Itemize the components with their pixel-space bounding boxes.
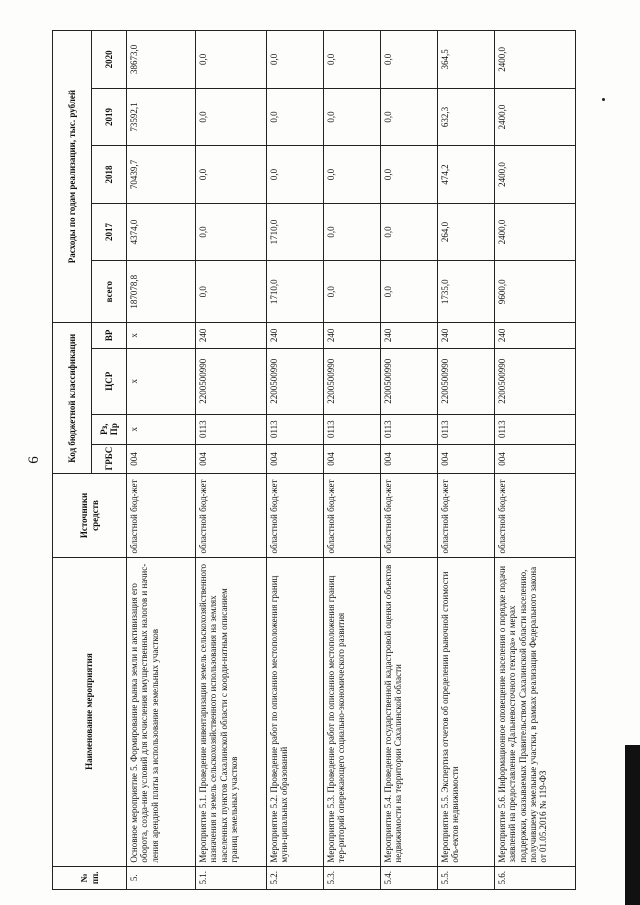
row-2017: 0,0 (196, 203, 267, 261)
row-csr: 2200500990 (438, 348, 495, 414)
row-2020: 0,0 (324, 31, 381, 89)
row-2019: 2400,0 (495, 88, 576, 146)
row-no: 5.3. (324, 866, 381, 889)
row-vr: 240 (267, 323, 324, 349)
table-row (381, 31, 438, 890)
row-rzpr: 0113 (267, 414, 324, 444)
row-2018: 474,2 (438, 146, 495, 204)
row-2017: 4374,0 (127, 203, 196, 261)
row-total: 1710,0 (267, 261, 324, 323)
col-2019-header: 2019 (92, 88, 127, 146)
row-vr: 240 (495, 323, 576, 349)
row-total: 1735,0 (438, 261, 495, 323)
row-2018: 0,0 (196, 146, 267, 204)
table-row (324, 31, 381, 890)
row-name: Мероприятие 5.1. Проведение инвентаризации земель сельскохозяйственного назначения и земель сельскохозяйственного использования на землях населенных пунктов Сахалинской области с коорди-натным описанием границ земельных участков (196, 557, 267, 866)
row-name: Мероприятие 5.2. Проведение работ по описанию местоположения границ муни-ципальных образований (267, 557, 324, 866)
row-rzpr: 0113 (196, 414, 267, 444)
row-grbs: 004 (438, 444, 495, 474)
page-number: 6 (26, 456, 42, 464)
row-csr: x (127, 348, 196, 414)
row-2020: 38673,0 (127, 31, 196, 89)
row-csr: 2200500990 (267, 348, 324, 414)
col-no-header: № пп. (53, 866, 127, 889)
table-row (196, 31, 267, 890)
row-csr: 2200500990 (495, 348, 576, 414)
row-2018: 0,0 (381, 146, 438, 204)
col-total-header: всего (92, 261, 127, 323)
row-rzpr: 0113 (438, 414, 495, 444)
row-no: 5.4. (381, 866, 438, 889)
row-2020: 2400,0 (495, 31, 576, 89)
row-2017: 0,0 (324, 203, 381, 261)
table-row (495, 31, 576, 890)
row-grbs: 004 (495, 444, 576, 474)
table-row (267, 31, 324, 890)
row-source: областной бюд-жет (324, 474, 381, 557)
col-vr-header: ВР (92, 323, 127, 349)
row-source: областной бюд-жет (127, 474, 196, 557)
table-header-row (53, 31, 92, 890)
row-vr: 240 (196, 323, 267, 349)
expenses-table (52, 30, 576, 890)
col-2018-header: 2018 (92, 146, 127, 204)
row-source: областной бюд-жет (381, 474, 438, 557)
row-name: Основное мероприятие 5. Формирование рынка земли и активизация его оборота, созда-ние условий для исчисления имущественных налогов и начис-ления арендной платы за использование земельных участков (127, 557, 196, 866)
row-total: 0,0 (196, 261, 267, 323)
row-csr: 2200500990 (381, 348, 438, 414)
row-total: 187078,8 (127, 261, 196, 323)
row-no: 5.6. (495, 866, 576, 889)
col-expenses-group-header: Расходы по годам реализации, тыс. рублей (53, 31, 92, 323)
row-2017: 1710,0 (267, 203, 324, 261)
row-no: 5. (127, 866, 196, 889)
row-2018: 2400,0 (495, 146, 576, 204)
col-name-header: Наименование мероприятия (53, 557, 127, 866)
row-grbs: 004 (196, 444, 267, 474)
col-csr-header: ЦСР (92, 348, 127, 414)
row-2018: 70439,7 (127, 146, 196, 204)
col-rzpr-header: Рз, Пр (92, 414, 127, 444)
row-2018: 0,0 (324, 146, 381, 204)
row-2017: 264,0 (438, 203, 495, 261)
row-source: областной бюд-жет (438, 474, 495, 557)
col-2020-header: 2020 (92, 31, 127, 89)
row-source: областной бюд-жет (267, 474, 324, 557)
row-rzpr: 0113 (495, 414, 576, 444)
row-no: 5.2. (267, 866, 324, 889)
row-grbs: 004 (127, 444, 196, 474)
row-2019: 0,0 (381, 88, 438, 146)
col-2017-header: 2017 (92, 203, 127, 261)
row-grbs: 004 (324, 444, 381, 474)
row-name: Мероприятие 5.3. Проведение работ по описанию местоположения границ тер-риторий опережающего социально-экономического развития (324, 557, 381, 866)
table-row (127, 31, 196, 890)
row-vr: 240 (381, 323, 438, 349)
row-2020: 0,0 (381, 31, 438, 89)
row-total: 0,0 (324, 261, 381, 323)
row-2019: 0,0 (267, 88, 324, 146)
row-2018: 0,0 (267, 146, 324, 204)
row-2017: 2400,0 (495, 203, 576, 261)
row-source: областной бюд-жет (495, 474, 576, 557)
row-name: Мероприятие 5.5. Экспертиза отчетов об определении рыночной стоимости объ-ектов недвижимости (438, 557, 495, 866)
row-2017: 0,0 (381, 203, 438, 261)
row-2020: 364,5 (438, 31, 495, 89)
row-2020: 0,0 (196, 31, 267, 89)
row-rzpr: 0113 (381, 414, 438, 444)
row-2020: 0,0 (267, 31, 324, 89)
table-row (438, 31, 495, 890)
row-no: 5.5. (438, 866, 495, 889)
row-rzpr: x (127, 414, 196, 444)
scan-edge-shadow (625, 745, 640, 905)
row-vr: 240 (438, 323, 495, 349)
row-name: Мероприятие 5.6. Информационное оповещение населения о порядке подачи заявлений на предоставление «Дальневосточного гектара» и мерах поддержки, оказываемых Правительством Сахалинской области населению, получившему земельные участки, в рамках реализации Федерального закона от 01.05.2016 № 119-ФЗ (495, 557, 576, 866)
row-2019: 73592,1 (127, 88, 196, 146)
col-source-header: Источники средств (53, 474, 127, 557)
rotated-page-content (20, 30, 620, 890)
row-vr: x (127, 323, 196, 349)
row-2019: 0,0 (324, 88, 381, 146)
row-grbs: 004 (381, 444, 438, 474)
row-rzpr: 0113 (324, 414, 381, 444)
col-grbs-header: ГРБС (92, 444, 127, 474)
row-csr: 2200500990 (196, 348, 267, 414)
row-grbs: 004 (267, 444, 324, 474)
row-name: Мероприятие 5.4. Проведение государственной кадастровой оценки объектов недвижимости на территории Сахалинской области (381, 557, 438, 866)
row-2019: 632,3 (438, 88, 495, 146)
row-source: областной бюд-жет (196, 474, 267, 557)
row-2019: 0,0 (196, 88, 267, 146)
row-no: 5.1. (196, 866, 267, 889)
row-total: 9600,0 (495, 261, 576, 323)
row-vr: 240 (324, 323, 381, 349)
row-csr: 2200500990 (324, 348, 381, 414)
col-code-group-header: Код бюджетной классификации (53, 323, 92, 474)
row-total: 0,0 (381, 261, 438, 323)
scan-speck (602, 98, 605, 101)
